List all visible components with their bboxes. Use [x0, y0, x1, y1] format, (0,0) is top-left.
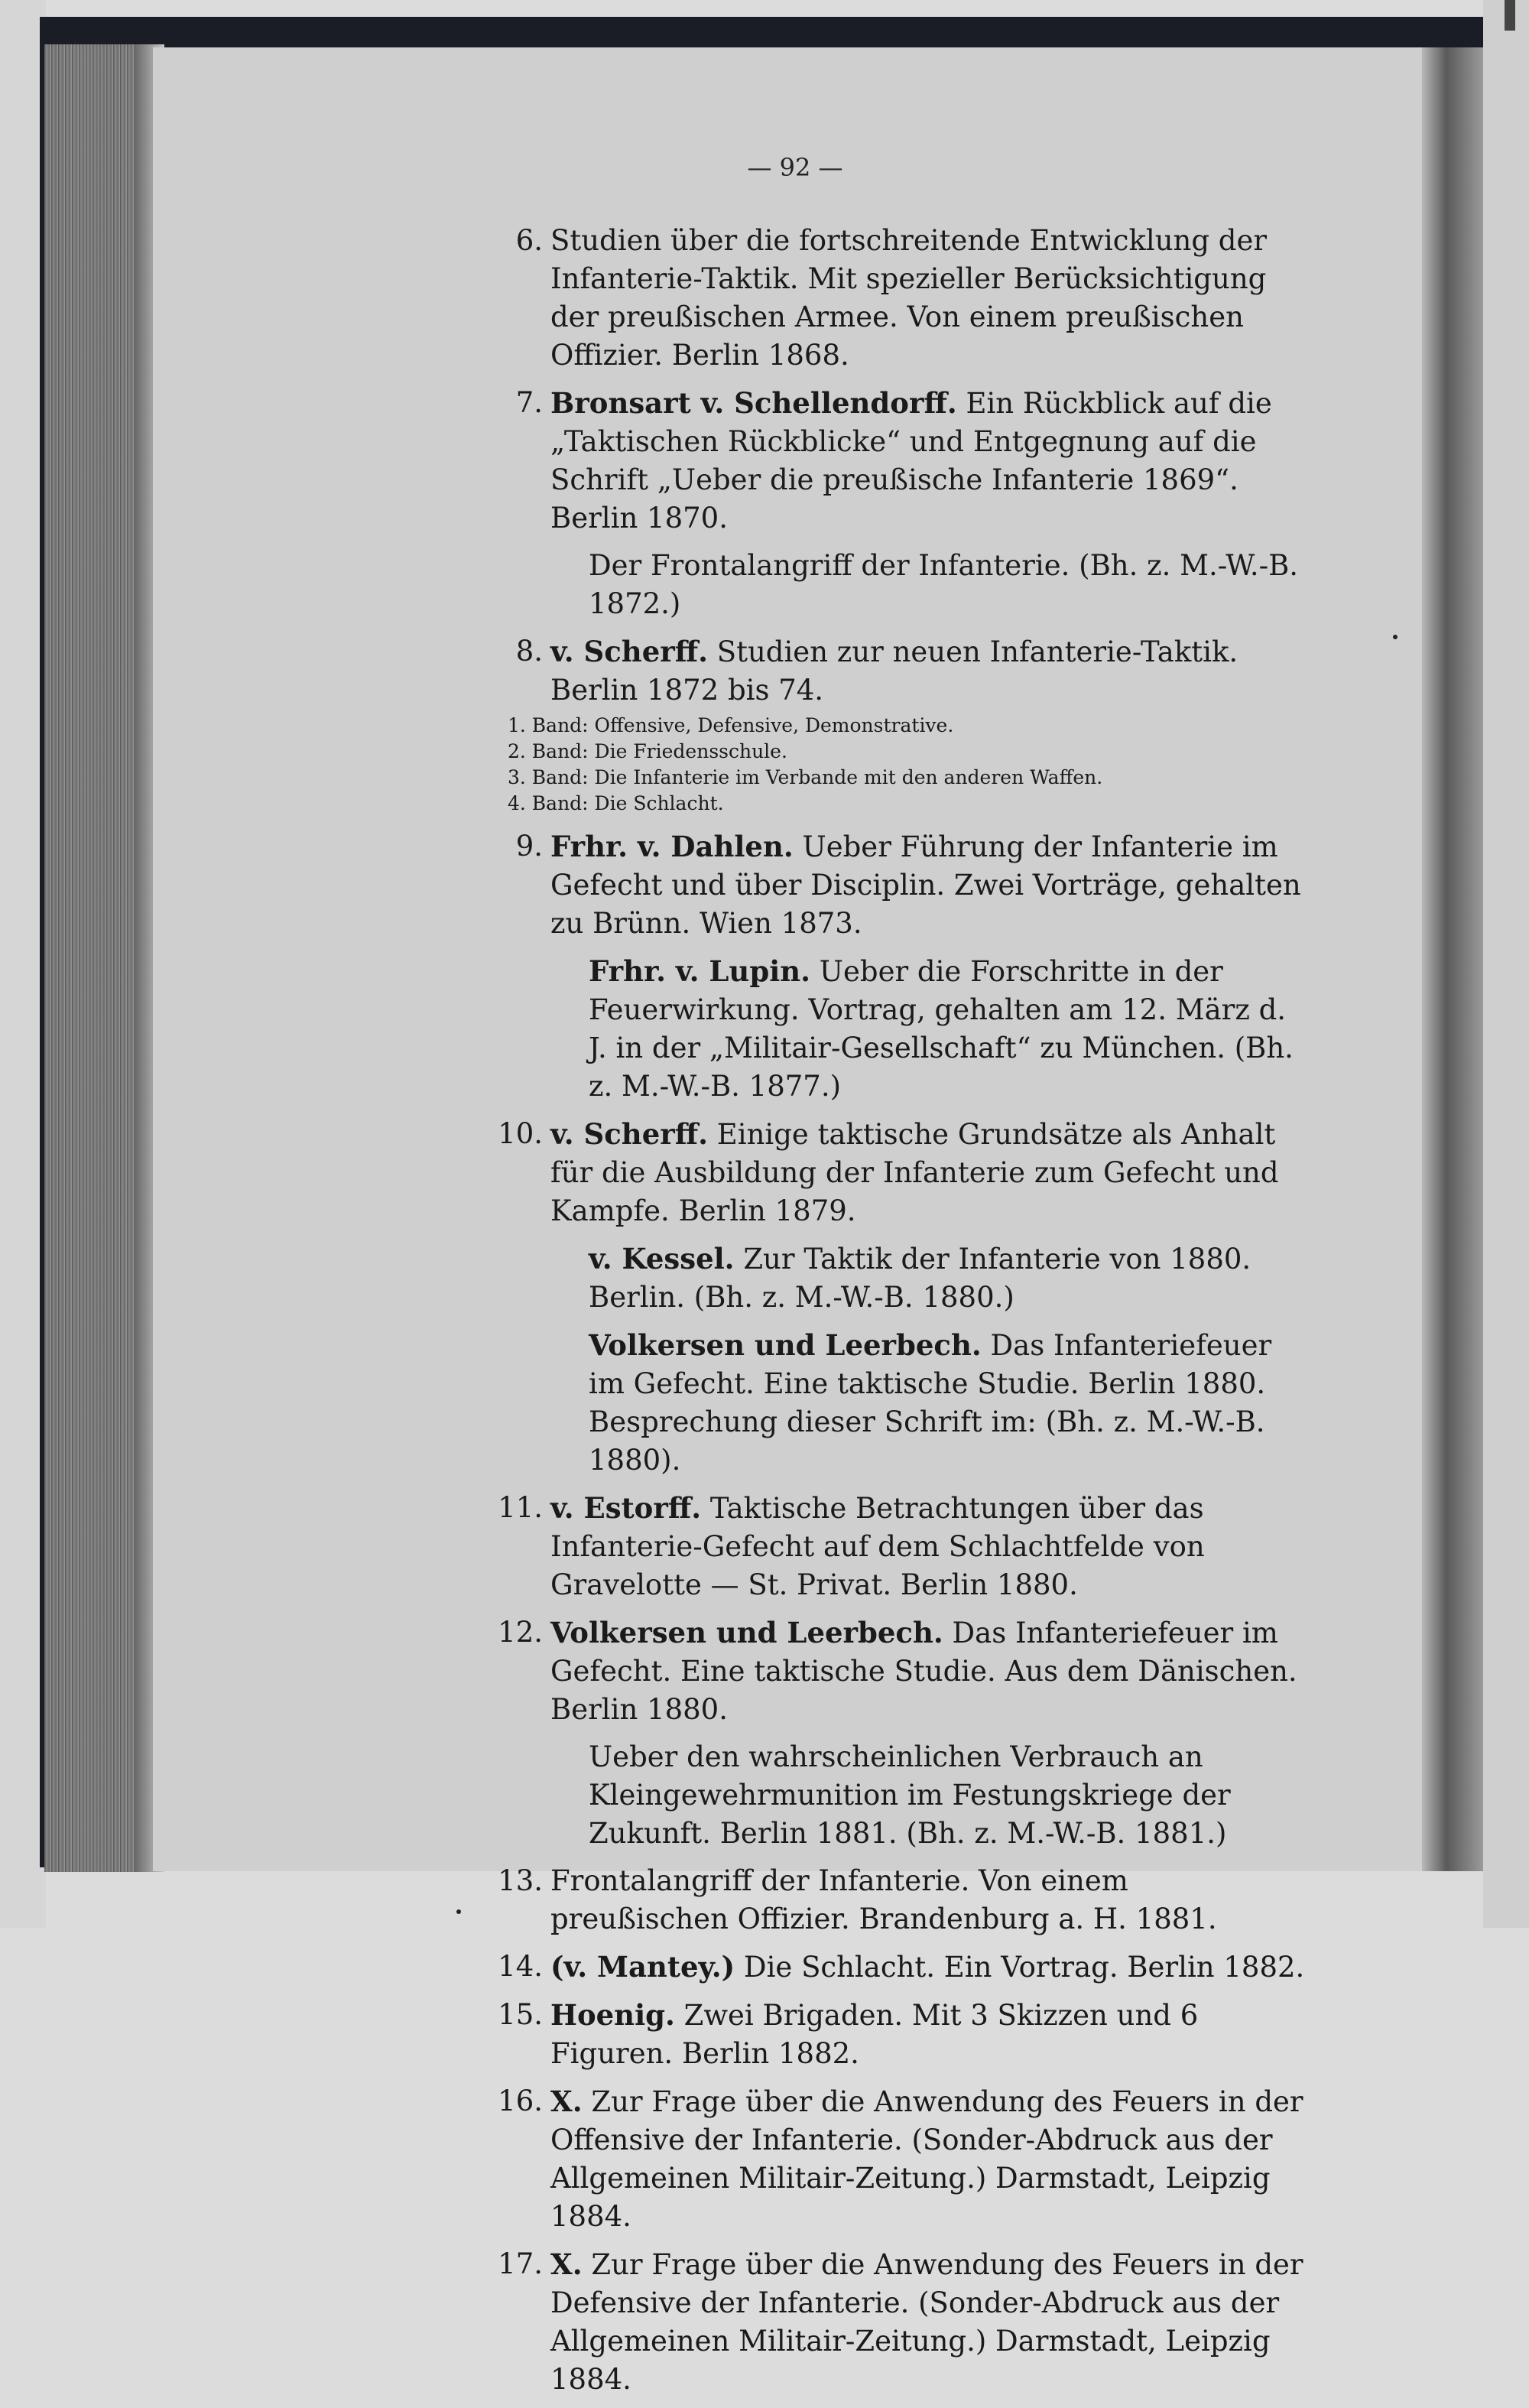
entry-text: Der Frontalangriff der Infanterie. (Bh. z. M.-W.-B. 1872.) — [589, 549, 1299, 620]
entry-author: (v. Mantey.) — [550, 1950, 735, 1984]
entry-text: Zwei Brigaden. Mit 3 Skizzen und 6 Figuren. Berlin 1882. — [550, 1999, 1199, 2070]
entry-author: X. — [550, 2085, 583, 2118]
entry-number: 13. — [498, 1864, 543, 1897]
entry-text: Zur Frage über die Anwendung des Feuers in der Offensive der Infanterie. (Sonder-Abdruck aus der Allgemeinen Militair-Zeitung.) Darmstadt, Leipzig 1884. — [550, 2085, 1303, 2233]
entry-number: 17. — [498, 2247, 543, 2280]
page-stack-edge — [44, 44, 144, 1872]
entry-author: v. Kessel. — [589, 1242, 735, 1275]
entry-12-related — [528, 1738, 1307, 1853]
scanner-background-left — [0, 0, 46, 1928]
entry-author: Hoenig. — [550, 1998, 675, 2032]
entry-author: v. Estorff. — [550, 1491, 702, 1525]
entry-15 — [498, 1996, 1307, 2073]
entry-text: Frontalangriff der Infanterie. Von einem preußischen Offizier. Brandenburg a. H. 1881. — [550, 1864, 1217, 1935]
entry-author: X. — [550, 2247, 583, 2281]
entry-6 — [515, 222, 1307, 375]
entry-number: 16. — [498, 2085, 543, 2117]
entry-text: Zur Frage über die Anwendung des Feuers in der Defensive der Infanterie. (Sonder-Abdruck aus der Allgemeinen Militair-Zeitung.) Darmstadt, Leipzig 1884. — [550, 2248, 1303, 2396]
entry-number: 12. — [498, 1616, 543, 1649]
volume-item: 4. Band: Die Schlacht. — [508, 792, 724, 814]
speck — [456, 1909, 461, 1914]
entry-17 — [498, 2245, 1307, 2399]
entry-12 — [498, 1613, 1307, 1729]
entry-7 — [515, 384, 1307, 538]
volume-item: 1. Band: Offensive, Defensive, Demonstrative. — [508, 714, 954, 736]
entry-number: 7. — [515, 386, 543, 419]
entry-11 — [498, 1489, 1307, 1604]
entry-text: Ueber Führung der Infanterie im Gefecht und über Disciplin. Zwei Vorträge, gehalten zu Brünn. Wien 1873. — [550, 830, 1301, 940]
page-number: — 92 — — [747, 153, 843, 182]
entry-number: 14. — [498, 1950, 543, 1983]
entry-text: Ueber die Forschritte in der Feuerwirkung. Vortrag, gehalten am 12. März d. J. in der „Militair-Gesellschaft“ zu München. (Bh. z. M.-W.-B. 1877.) — [589, 955, 1294, 1103]
entry-8 — [515, 632, 1307, 710]
entry-text: Ueber den wahrscheinlichen Verbrauch an Kleingewehrmunition im Festungskriege der Zukunft. Berlin 1881. (Bh. z. M.-W.-B. 1881.) — [589, 1740, 1231, 1850]
entry-7-related — [528, 547, 1307, 623]
entry-author: Volkersen und Leerbech. — [589, 1328, 982, 1362]
entry-author: Frhr. v. Dahlen. — [550, 830, 794, 863]
entry-10 — [498, 1115, 1307, 1230]
entry-text: Ein Rückblick auf die „Taktischen Rückblicke“ und Entgegnung auf die Schrift „Ueber die preußische Infanterie 1869“. Berlin 1870. — [550, 387, 1272, 535]
bibliography-list — [498, 222, 1307, 2408]
entry-13 — [498, 1862, 1307, 1938]
entry-10-related-a — [528, 1240, 1307, 1317]
entry-10-related-b — [528, 1326, 1307, 1480]
volume-item: 3. Band: Die Infanterie im Verbande mit den anderen Waffen. — [508, 766, 1103, 788]
entry-14 — [498, 1948, 1307, 1987]
entry-9-related — [528, 952, 1307, 1106]
page-right-edge — [1422, 47, 1483, 1871]
entry-16 — [498, 2082, 1307, 2236]
entry-number: 11. — [498, 1491, 543, 1524]
entry-text: Einige taktische Grundsätze als Anhalt für die Ausbildung der Infanterie zum Gefecht und Kampfe. Berlin 1879. — [550, 1118, 1279, 1227]
bookmark-ribbon — [1505, 0, 1515, 31]
speck — [1393, 635, 1398, 639]
entry-number: 6. — [515, 224, 543, 257]
entry-text: Studien zur neuen Infanterie-Taktik. Berlin 1872 bis 74. — [550, 635, 1238, 707]
entry-9 — [515, 827, 1307, 943]
entry-number: 9. — [515, 830, 543, 863]
entry-text: Taktische Betrachtungen über das Infanterie-Gefecht auf dem Schlachtfelde von Gravelotte — St. Privat. Berlin 1880. — [550, 1492, 1205, 1601]
entry-text: Das Infanteriefeuer im Gefecht. Eine taktische Studie. Berlin 1880. Besprechung dieser Schrift im: (Bh. z. M.-W.-B. 1880). — [589, 1329, 1272, 1477]
entry-author: Frhr. v. Lupin. — [589, 954, 811, 988]
entry-text: Die Schlacht. Ein Vortrag. Berlin 1882. — [735, 1951, 1305, 1984]
entry-number: 15. — [498, 1998, 543, 2031]
entry-author: v. Scherff. — [550, 635, 708, 668]
scanner-background-right — [1483, 0, 1529, 1928]
entry-number: 8. — [515, 635, 543, 668]
volume-item: 2. Band: Die Friedensschule. — [508, 740, 787, 762]
entry-author: Volkersen und Leerbech. — [550, 1616, 943, 1649]
volume-list — [508, 713, 1307, 817]
entry-text: Studien über die fortschreitende Entwicklung der Infanterie-Taktik. Mit spezieller Berücksichtigung der preußischen Armee. Von einem preußischen Offizier. Berlin 1868. — [550, 224, 1268, 372]
entry-author: Bronsart v. Schellendorff. — [550, 386, 957, 420]
entry-number: 10. — [498, 1117, 543, 1150]
entry-text: Zur Taktik der Infanterie von 1880. Berlin. (Bh. z. M.-W.-B. 1880.) — [589, 1243, 1251, 1314]
entry-text: Das Infanteriefeuer im Gefecht. Eine taktische Studie. Aus dem Dänischen. Berlin 1880. — [550, 1617, 1297, 1726]
entry-author: v. Scherff. — [550, 1117, 708, 1151]
